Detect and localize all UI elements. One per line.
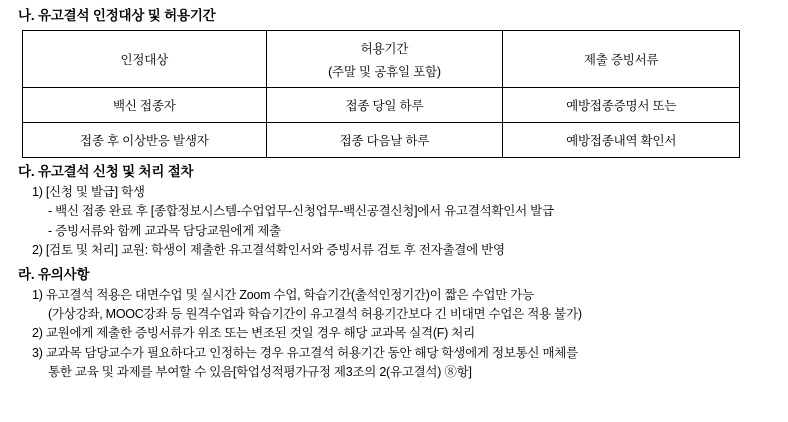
table-header-target-label: 인정대상 [120, 53, 169, 67]
table-header-row [23, 31, 740, 88]
section-ra [0, 263, 788, 383]
table-cell-period-2: 접종 다음날 하루 [266, 123, 503, 158]
section-na-heading: 나. 유고결석 인정대상 및 허용기간 [18, 8, 216, 23]
section-ra-heading: 라. 유의사항 [18, 266, 90, 282]
table-row [23, 123, 740, 158]
section-da-list-2 [0, 241, 788, 260]
table-header-period-label: 허용기간 [360, 41, 409, 56]
eligibility-table [22, 30, 740, 158]
list-item: 2) 교원에게 제출한 증빙서류가 위조 또는 변조된 것일 경우 해당 교과목 실격(F) 처리 [32, 326, 475, 341]
list-item: 1) 유고결석 적용은 대면수업 및 실시간 Zoom 수업, 학습기간(출석인정기간)이 짧은 수업만 가능 [32, 287, 534, 302]
table-cell-target-2: 접종 후 이상반응 발생자 [23, 123, 267, 158]
list-item: - 백신 접종 완료 후 [종합정보시스템-수업업무-신청업무-백신공결신청]에서 유고결석확인서 발급 [48, 204, 554, 219]
list-item: - 증빙서류와 함께 교과목 담당교원에게 제출 [48, 223, 281, 238]
table-header-cell-documents [503, 31, 740, 88]
list-item: 3) 교과목 담당교수가 필요하다고 인정하는 경우 유고결석 허용기간 동안 해당 학생에게 정보통신 매체를 [32, 345, 578, 360]
document-page [0, 4, 788, 422]
table-cell-period-1: 접종 당일 하루 [266, 88, 503, 123]
section-na [0, 4, 788, 158]
section-da-list [0, 183, 788, 202]
list-item: 2) [검토 및 처리] 교원: 학생이 제출한 유고결석확인서와 증빙서류 검토 후 전자출결에 반영 [32, 243, 505, 258]
table-row [23, 88, 740, 123]
table-header-documents-label: 제출 증빙서류 [583, 53, 659, 67]
section-ra-list [0, 286, 788, 305]
table-cell-target-1: 백신 접종자 [23, 88, 267, 123]
list-item-continuation: (가상강좌, MOOC강좌 등 원격수업과 학습기간이 유고결석 허용기간보다 긴 비대면 수업은 적용 불가) [48, 306, 582, 321]
section-da [0, 160, 788, 261]
table-header-cell-period [266, 31, 503, 88]
list-item: 1) [신청 및 발급] 학생 [32, 185, 145, 199]
list-item-continuation: 통한 교육 및 과제를 부여할 수 있음[학업성적평가규정 제3조의 2(유고결석) ⑧항] [48, 365, 472, 379]
table-cell-documents-1: 예방접종증명서 또는 [503, 88, 740, 123]
table-cell-documents-2: 예방접종내역 확인서 [503, 123, 740, 158]
table-header-cell-target [23, 31, 267, 88]
section-da-heading: 다. 유고결석 신청 및 처리 절차 [18, 164, 194, 179]
section-ra-list-2 [0, 324, 788, 363]
table-header-period-sub: (주말 및 공휴일 포함) [328, 64, 441, 79]
